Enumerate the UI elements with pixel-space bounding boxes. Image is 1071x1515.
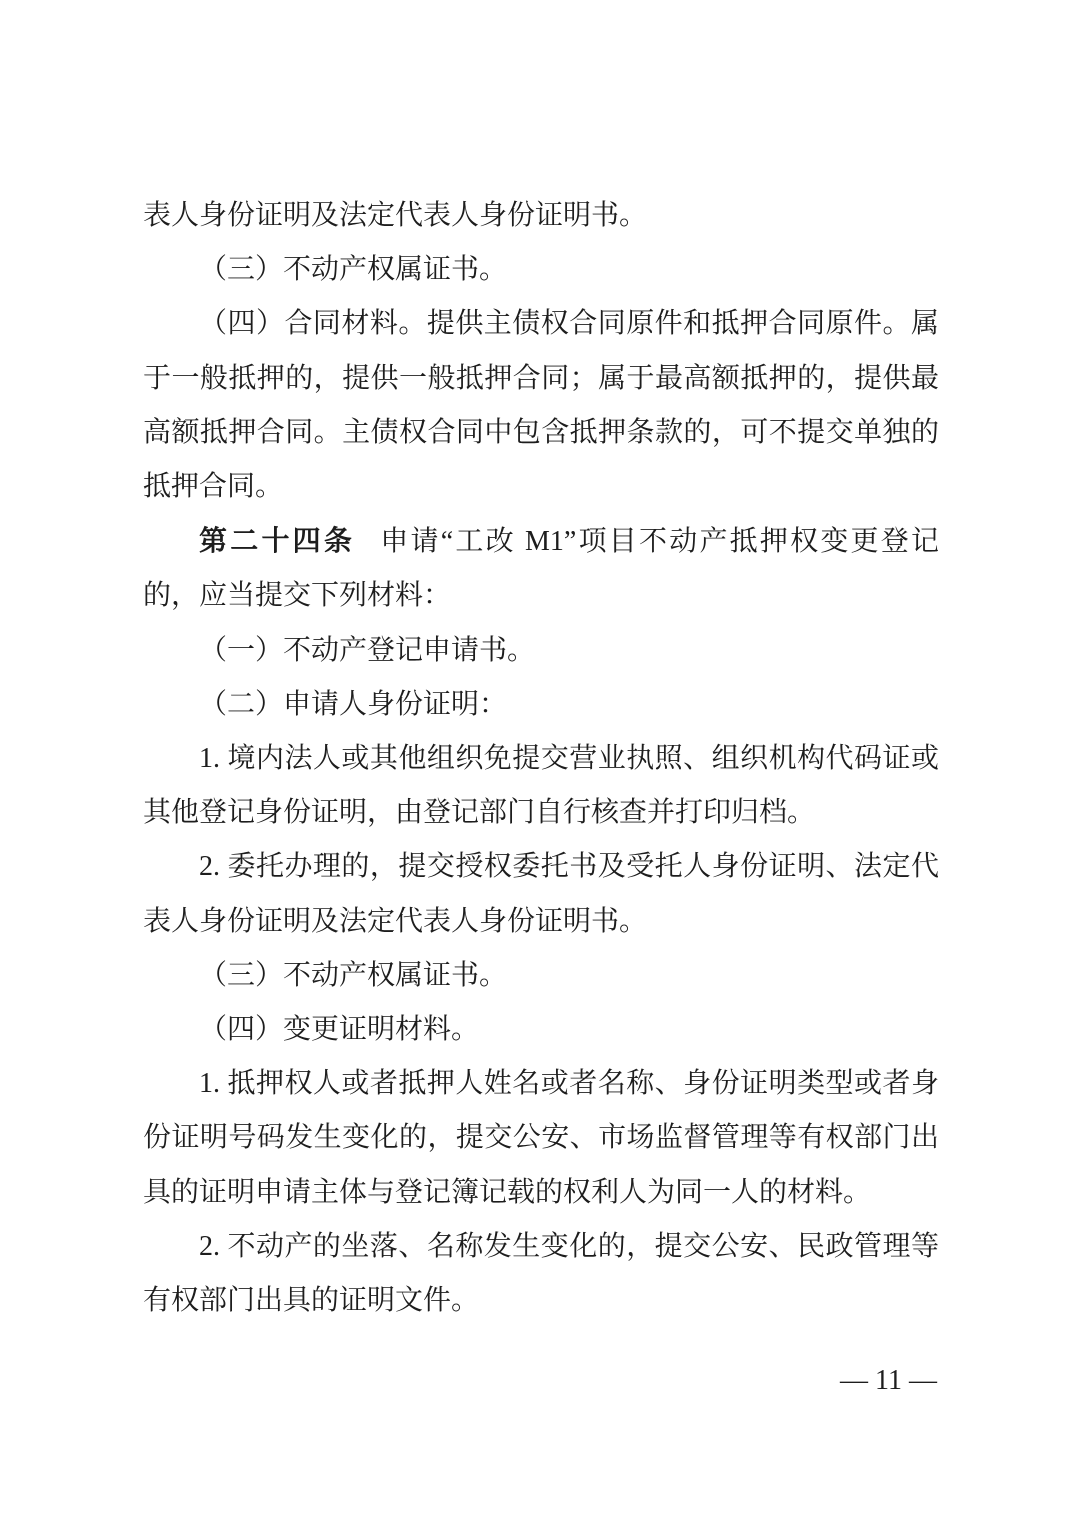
text-line: （三）不动产权属证书。: [199, 959, 508, 991]
sub-item-1-name-or-id-change: [143, 1057, 939, 1220]
text-line: （三）不动产权属证书。: [199, 254, 508, 286]
page-number: — 11 —: [840, 1365, 937, 1396]
item-4-change-proof-materials: [143, 1003, 939, 1057]
paragraph-continuation: [143, 189, 939, 243]
text-line: 的，应当提交下列材料：: [143, 580, 452, 612]
text-line: 表人身份证明及法定代表人身份证明书。: [143, 200, 648, 231]
text-line: （四）合同材料。提供主债权合同原件和抵押合同原件。属: [199, 308, 939, 340]
article-number: 第二十四条: [199, 525, 356, 557]
text-line: 1. 境内法人或其他组织免提交营业执照、组织机构代码证或: [199, 743, 939, 775]
text-line: 表人身份证明及法定代表人身份证明书。: [143, 905, 648, 937]
text-line: 有权部门出具的证明文件。: [143, 1285, 480, 1317]
text-line: 1. 抵押权人或者抵押人姓名或者名称、身份证明类型或者身: [199, 1068, 939, 1100]
item-3-ownership-certificate-2: [143, 949, 939, 1003]
text-line: [143, 514, 939, 569]
text-line: 2. 委托办理的，提交授权委托书及受托人身份证明、法定代: [199, 851, 939, 883]
article-24: [143, 514, 939, 623]
text-line: （四）变更证明材料。: [199, 1014, 480, 1046]
text-line: 具的证明申请主体与登记簿记载的权利人为同一人的材料。: [143, 1176, 872, 1208]
text-line: 抵押合同。: [143, 471, 284, 503]
sub-item-2-location-or-name-change: [143, 1220, 939, 1328]
item-1-application-form: [143, 624, 939, 678]
text-line: 其他登记身份证明，由登记部门自行核查并打印归档。: [143, 797, 816, 829]
article-text: 申请“工改 M1”项目不动产抵押权变更登记: [380, 526, 939, 558]
item-2-identity-proof: [143, 678, 939, 732]
text-line: 份证明号码发生变化的，提交公安、市场监督管理等有权部门出: [143, 1122, 939, 1154]
text-line: （一）不动产登记申请书。: [199, 634, 536, 666]
text-line: 2. 不动产的坐落、名称发生变化的，提交公安、民政管理等: [199, 1230, 939, 1262]
text-line: 于一般抵押的，提供一般抵押合同；属于最高额抵押的，提供最: [143, 362, 939, 394]
sub-item-2-entrusted-handling: [143, 840, 939, 948]
text-line: 高额抵押合同。主债权合同中包含抵押条款的，可不提交单独的: [143, 416, 939, 448]
document-body: [143, 189, 939, 1328]
text-line: （二）申请人身份证明：: [199, 688, 508, 720]
item-3-ownership-certificate: [143, 243, 939, 297]
sub-item-1-domestic-legal-person: [143, 732, 939, 840]
item-4-contract-materials: [143, 297, 939, 514]
